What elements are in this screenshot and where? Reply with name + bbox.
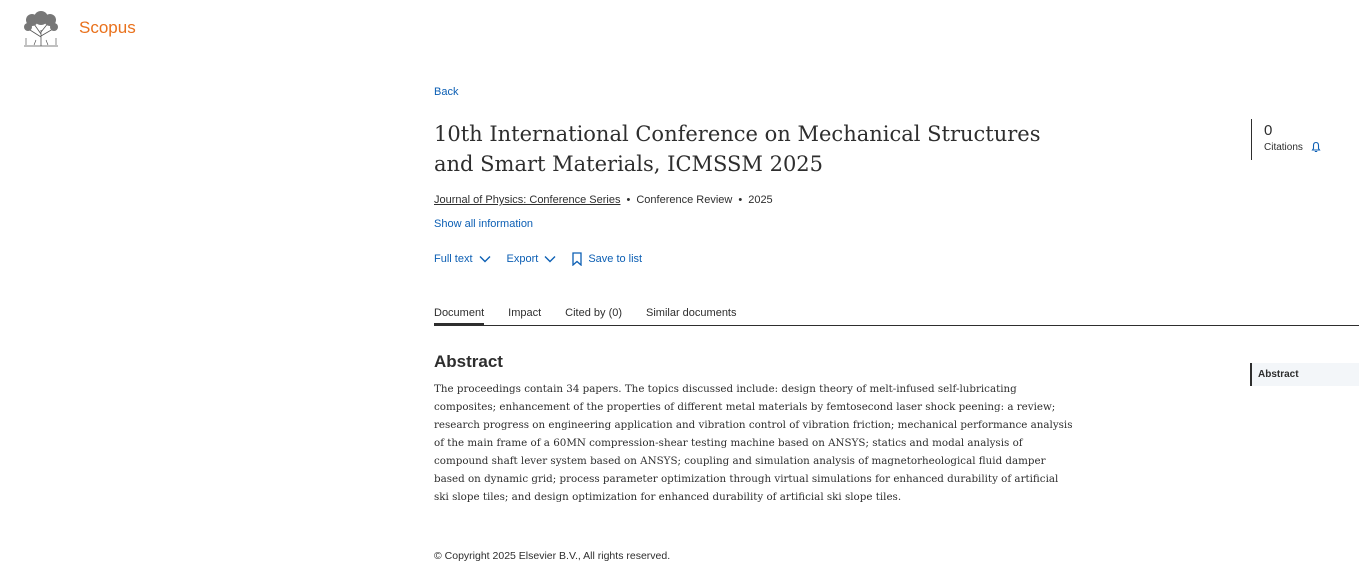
journal-link[interactable]: Journal of Physics: Conference Series bbox=[434, 194, 621, 206]
show-all-info-link[interactable]: Show all information bbox=[434, 218, 534, 230]
full-text-label: Full text bbox=[434, 253, 473, 265]
side-nav-abstract[interactable]: Abstract bbox=[1250, 363, 1359, 386]
tab-impact[interactable]: Impact bbox=[508, 307, 542, 319]
bell-icon[interactable] bbox=[1310, 141, 1322, 153]
separator-dot: • bbox=[626, 194, 631, 206]
tab-similar-documents[interactable]: Similar documents bbox=[646, 307, 737, 319]
chevron-down-icon bbox=[479, 255, 491, 263]
citations-label-row bbox=[1264, 141, 1322, 153]
action-bar bbox=[434, 252, 658, 266]
logo-text[interactable]: Scopus bbox=[79, 18, 136, 37]
chevron-down-icon bbox=[544, 255, 556, 263]
citations-label: Citations bbox=[1264, 141, 1303, 153]
document-tabs bbox=[434, 304, 1359, 326]
citation-count: 0 bbox=[1264, 122, 1273, 139]
bookmark-icon bbox=[572, 252, 582, 266]
tab-cited-by[interactable]: Cited by (0) bbox=[565, 307, 623, 319]
tab-document[interactable]: Document bbox=[434, 304, 484, 326]
separator-dot: • bbox=[738, 194, 743, 206]
document-meta bbox=[434, 194, 773, 206]
export-button[interactable] bbox=[507, 253, 557, 265]
elsevier-tree-icon bbox=[20, 10, 62, 48]
save-to-list-button[interactable] bbox=[572, 252, 642, 266]
full-text-button[interactable] bbox=[434, 253, 491, 265]
abstract-heading: Abstract bbox=[434, 352, 503, 371]
doc-type: Conference Review bbox=[636, 194, 733, 206]
copyright-text: © Copyright 2025 Elsevier B.V., All rights reserved. bbox=[434, 550, 671, 562]
doc-year: 2025 bbox=[748, 194, 773, 206]
abstract-text: The proceedings contain 34 papers. The topics discussed include: design theory of melt-infused self-lubricating composites; enhancement of the properties of different metal materials by femtosecond laser shock peening: a review; research progress on engineering application and vibration control of vibration friction; mechanical performance analysis of the main frame of a 60MN compression-shear testing machine based on ANSYS; statics and modal analysis of compound shaft lever system based on ANSYS; coupling and simulation analysis of magnetorheological fluid damper based on dynamic grid; process parameter optimization through virtual simulations for enhanced durability of artificial ski slope tiles; and design optimization for enhanced durability of artificial ski slope tiles. bbox=[434, 383, 1073, 503]
export-label: Export bbox=[506, 253, 539, 265]
back-link[interactable]: Back bbox=[434, 86, 459, 98]
scopus-logo[interactable] bbox=[20, 10, 136, 48]
page-title: 10th International Conference on Mechanical Structures and Smart Materials, ICMSSM 2025 bbox=[434, 122, 1041, 176]
save-to-list-label: Save to list bbox=[588, 253, 643, 265]
citations-panel bbox=[1251, 119, 1322, 160]
